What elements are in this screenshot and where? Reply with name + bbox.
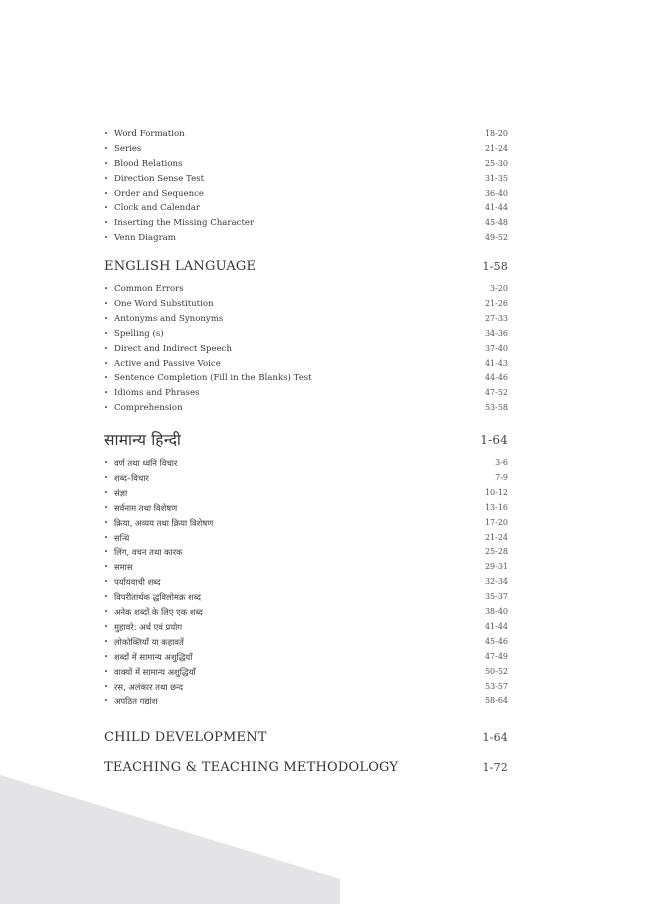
toc-entry-pages: 47-52 [484,388,508,398]
bullet-icon: • [104,159,109,168]
bullet-icon: • [104,474,109,483]
toc-entry[interactable] [104,531,508,546]
toc-entry-pages: 35-37 [484,592,508,602]
toc-entry-pages: 7-9 [495,473,508,483]
toc-entry-pages: 21-24 [484,143,508,153]
toc-entry-label: शब्दों में सामान्य अशुद्धियाँ [114,651,193,662]
bullet-icon: • [104,533,109,542]
toc-entry[interactable] [104,231,508,246]
toc-entry-pages: 3-20 [490,284,508,294]
toc-entry-label: शब्द–विचार [114,473,149,484]
bullet-icon: • [104,622,109,631]
toc-entry-label: Idioms and Phrases [114,388,200,399]
toc-entry-pages: 53-58 [484,403,508,413]
toc-entry[interactable] [104,486,508,501]
toc-entry-label: सर्वनाम तथा विशेषण [114,502,178,513]
toc-entry[interactable] [104,216,508,231]
toc-entry-label: Antonyms and Synonyms [114,313,224,324]
toc-entry[interactable] [104,127,508,142]
toc-entry-pages: 53-57 [484,681,508,691]
bullet-icon: • [104,174,109,183]
bullet-icon: • [104,652,109,661]
toc-entry-label: वर्ण तथा ध्वनि विचार [114,458,178,469]
toc-entry[interactable] [104,605,508,620]
bullet-icon: • [104,637,109,646]
toc-entry[interactable] [104,590,508,605]
toc-entry-label: लोकोक्तियाँ या कहावतें [114,636,184,647]
english-items [104,282,508,416]
toc-entry-pages: 21-26 [484,299,508,309]
toc-entry-pages: 50-52 [484,666,508,676]
toc-entry-label: Venn Diagram [114,233,176,244]
toc-entry-label: विपरीतार्थक द्धविलोमक्र शब्द [114,592,201,603]
toc-entry-label: Inserting the Missing Character [114,218,255,229]
bullet-icon: • [104,344,109,353]
toc-entry-pages: 25-30 [484,158,508,168]
toc-entry-pages: 45-46 [484,636,508,646]
toc-entry-label: Comprehension [114,403,183,414]
toc-entry[interactable] [104,471,508,486]
toc-entry-label: पर्यायवाची शब्द [114,577,161,588]
section-pages: 1-64 [482,731,508,745]
toc-entry-pages: 17-20 [484,517,508,527]
bullet-icon: • [104,578,109,587]
toc-entry[interactable] [104,371,508,386]
bullet-icon: • [104,667,109,676]
toc-entry-label: Blood Relations [114,158,183,169]
toc-entry[interactable] [104,635,508,650]
bullet-icon: • [104,144,109,153]
section-title: TEACHING & TEACHING METHODOLOGY [104,760,399,776]
bullet-icon: • [104,459,109,468]
toc-entry-label: Spelling (s) [114,328,164,339]
toc-entry[interactable] [104,142,508,157]
bullet-icon: • [104,374,109,383]
bullet-icon: • [104,219,109,228]
bullet-icon: • [104,204,109,213]
bullet-icon: • [104,404,109,413]
toc-entry[interactable] [104,501,508,516]
bullet-icon: • [104,682,109,691]
section-pages: 1-72 [482,761,508,775]
toc-entry[interactable] [104,401,508,416]
toc-entry-pages: 13-16 [484,502,508,512]
toc-entry-label: संज्ञा [114,487,128,498]
toc-entry[interactable] [104,187,508,202]
toc-entry[interactable] [104,297,508,312]
bullet-icon: • [104,503,109,512]
bullet-icon: • [104,130,109,138]
toc-entry-label: Sentence Completion (Fill in the Blanks) Test [114,373,312,384]
toc-entry-pages: 38-40 [484,607,508,617]
toc-entry[interactable] [104,575,508,590]
toc-entry[interactable] [104,342,508,357]
toc-entry-label: समास [114,562,133,573]
toc-entry-label: Clock and Calendar [114,203,200,214]
bullet-icon: • [104,488,109,497]
bullet-icon: • [104,548,109,557]
toc-entry-label: Direction Sense Test [114,173,205,184]
toc-entry-pages: 27-33 [484,313,508,323]
toc-entry[interactable] [104,456,508,471]
toc-entry-pages: 3-6 [495,458,508,468]
toc-entry-pages: 32-34 [484,577,508,587]
toc-entry-label: Order and Sequence [114,188,204,199]
toc-entry[interactable] [104,650,508,665]
toc-entry-pages: 21-24 [484,532,508,542]
bullet-icon: • [104,329,109,338]
bullet-icon: • [104,593,109,602]
section-pages: 1-64 [480,433,508,448]
toc-entry-pages: 41-44 [484,621,508,631]
toc-entry-pages: 25-28 [484,547,508,557]
toc-entry-label: सन्धि [114,532,130,543]
toc-entry-label: Direct and Indirect Speech [114,343,233,354]
toc-entry-label: रस, अलंकार तथा छन्द [114,681,184,692]
toc-entry-pages: 36-40 [484,188,508,198]
toc-entry-label: वाक्यों में सामान्य अशुद्धियाँ [114,666,196,677]
toc-entry-label: Word Formation [114,129,185,139]
toc-entry-pages: 45-48 [484,218,508,228]
toc-entry[interactable] [104,665,508,680]
toc-entry-pages: 31-35 [484,173,508,183]
toc-entry[interactable] [104,312,508,327]
toc-entry[interactable] [104,680,508,695]
toc-entry-label: क्रिया, अव्यय तथा क्रिया विशेषण [114,517,214,528]
section-pages: 1-58 [482,260,508,274]
section-title: सामान्य हिन्दी [104,431,182,450]
toc-entry[interactable] [104,516,508,531]
toc-entry[interactable] [104,357,508,372]
toc-entry-label: Active and Passive Voice [114,358,221,369]
toc-entry[interactable] [104,560,508,575]
bullet-icon: • [104,285,109,294]
bullet-icon: • [104,563,109,572]
toc-entry-label: Common Errors [114,284,184,295]
toc-entry[interactable] [104,694,508,709]
section-title: ENGLISH LANGUAGE [104,259,257,275]
toc-entry-label: Series [114,143,142,154]
toc-entry-label: अपठित गद्यांश [114,696,158,707]
toc-entry-label: One Word Substitution [114,299,214,310]
bullet-icon: • [104,518,109,527]
reasoning-items [104,127,508,246]
toc-entry-label: लिंग, वचन तथा कारक [114,547,183,558]
toc-entry-label: अनेक शब्दों के लिए एक शब्द [114,607,203,618]
section-heading-english[interactable] [104,252,508,282]
toc-entry[interactable] [104,386,508,401]
toc-entry[interactable] [104,327,508,342]
bullet-icon: • [104,608,109,617]
toc-entry-pages: 29-31 [484,562,508,572]
toc-entry-pages: 44-46 [484,373,508,383]
section-title: CHILD DEVELOPMENT [104,730,267,746]
section-heading-hindi[interactable] [104,422,508,456]
bullet-icon: • [104,314,109,323]
bullet-icon: • [104,389,109,398]
toc-entry-pages: 49-52 [484,233,508,243]
hindi-items [104,456,508,709]
toc-entry[interactable] [104,172,508,187]
section-heading-teaching[interactable] [104,753,508,783]
toc-entry[interactable] [104,157,508,172]
toc-entry-pages: 10-12 [484,487,508,497]
toc-entry[interactable] [104,545,508,560]
toc-entry[interactable] [104,282,508,297]
table-of-contents [104,127,508,783]
toc-entry[interactable] [104,620,508,635]
toc-entry-pages: 34-36 [484,328,508,338]
toc-entry-label: मुहावरे: अर्थ एवं प्रयोग [114,621,183,632]
bullet-icon: • [104,359,109,368]
toc-entry-pages: 58-64 [484,696,508,706]
decorative-corner-shape [0,775,660,904]
bullet-icon: • [104,189,109,198]
section-heading-child-development[interactable] [104,723,508,753]
toc-entry-pages: 41-43 [484,358,508,368]
toc-entry-pages: 18-20 [484,129,508,138]
toc-entry-pages: 41-44 [484,203,508,213]
bullet-icon: • [104,300,109,309]
toc-entry-pages: 37-40 [484,343,508,353]
toc-entry-pages: 47-49 [484,651,508,661]
toc-entry[interactable] [104,201,508,216]
bullet-icon: • [104,697,109,706]
bullet-icon: • [104,234,109,243]
